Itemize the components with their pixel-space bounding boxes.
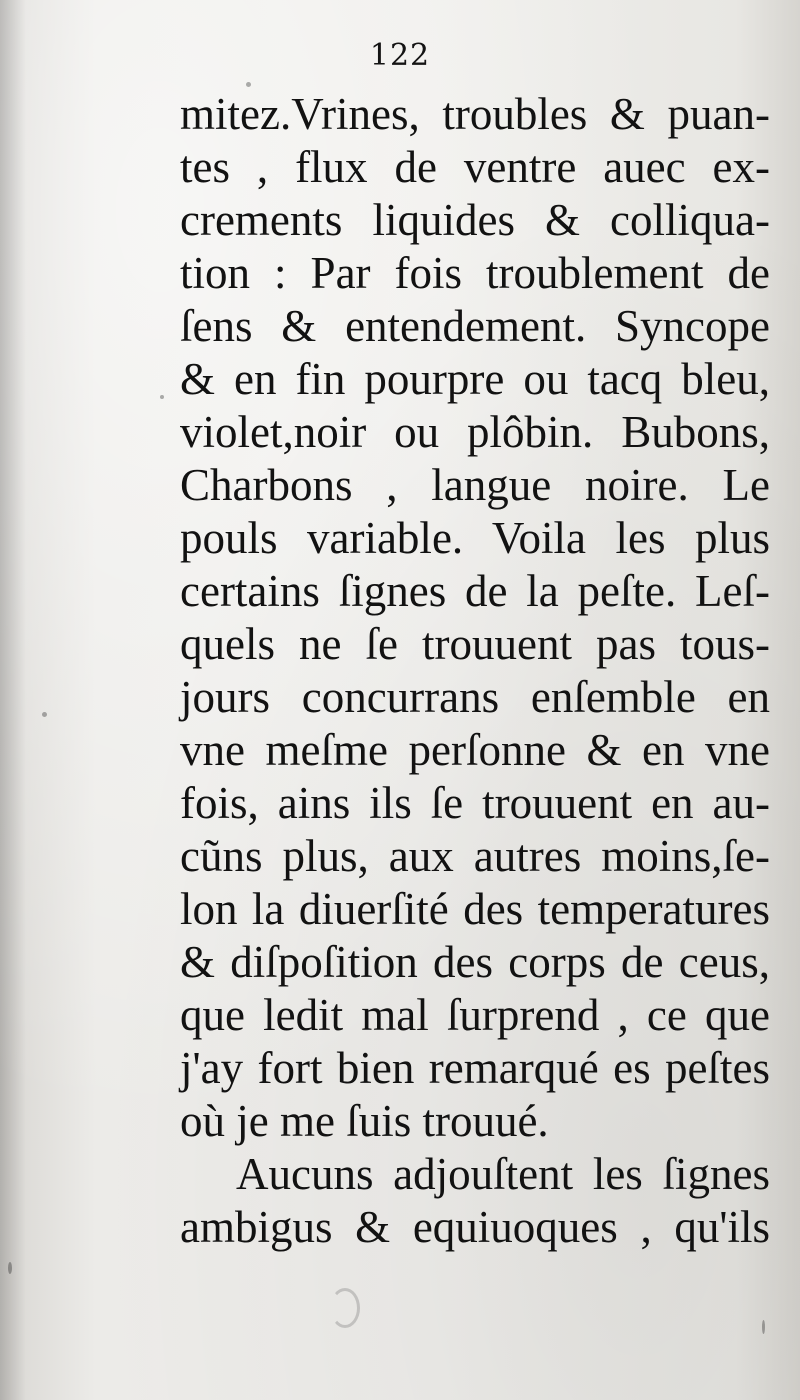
text-line: lon la diuerſité des temperatures [180, 884, 770, 934]
text-line: certains ſignes de la peſte. Leſ- [180, 566, 770, 616]
body-text [180, 88, 770, 1254]
text-line: crements liquides & colliqua- [180, 195, 770, 245]
ink-speck [762, 1320, 765, 1334]
text-line: j'ay fort bien remarqué es peſtes [180, 1043, 770, 1093]
text-line: mitez.Vrines, troubles & puan- [180, 89, 770, 139]
text-line: Charbons , langue noire. Le [180, 460, 770, 510]
text-line: où je me ſuis trouué. [180, 1096, 549, 1146]
page-number: 122 [369, 38, 431, 73]
text-line: vne meſme perſonne & en vne [180, 725, 770, 775]
ink-speck [246, 82, 251, 87]
ink-speck [160, 395, 164, 399]
text-line: pouls variable. Voila les plus [180, 513, 770, 563]
text-line: cũns plus, aux autres moins,ſe- [180, 831, 770, 881]
text-line: tion : Par fois troublement de [180, 248, 770, 298]
gutter-shadow [0, 0, 26, 1400]
text-line: fois, ains ils ſe trouuent en au- [180, 778, 770, 828]
text-line: quels ne ſe trouuent pas tous- [180, 619, 770, 669]
ink-speck [42, 712, 47, 717]
text-line: tes , flux de ventre auec ex- [180, 142, 770, 192]
show-through-mark [330, 1288, 360, 1328]
ink-speck [8, 1262, 12, 1274]
text-line: que ledit mal ſurprend , ce que [180, 990, 770, 1040]
text-line: & en fin pourpre ou tacq bleu, [180, 354, 770, 404]
text-line: ambigus & equiuoques , qu'ils [180, 1202, 770, 1252]
text-line: violet,noir ou plôbin. Bubons, [180, 407, 770, 457]
text-line: & diſpoſition des corps de ceus, [180, 937, 770, 987]
text-line: ſens & entendement. Syncope [180, 301, 770, 351]
text-line: jours concurrans enſemble en [180, 672, 770, 722]
text-line: Aucuns adjouſtent les ſignes [236, 1149, 770, 1199]
